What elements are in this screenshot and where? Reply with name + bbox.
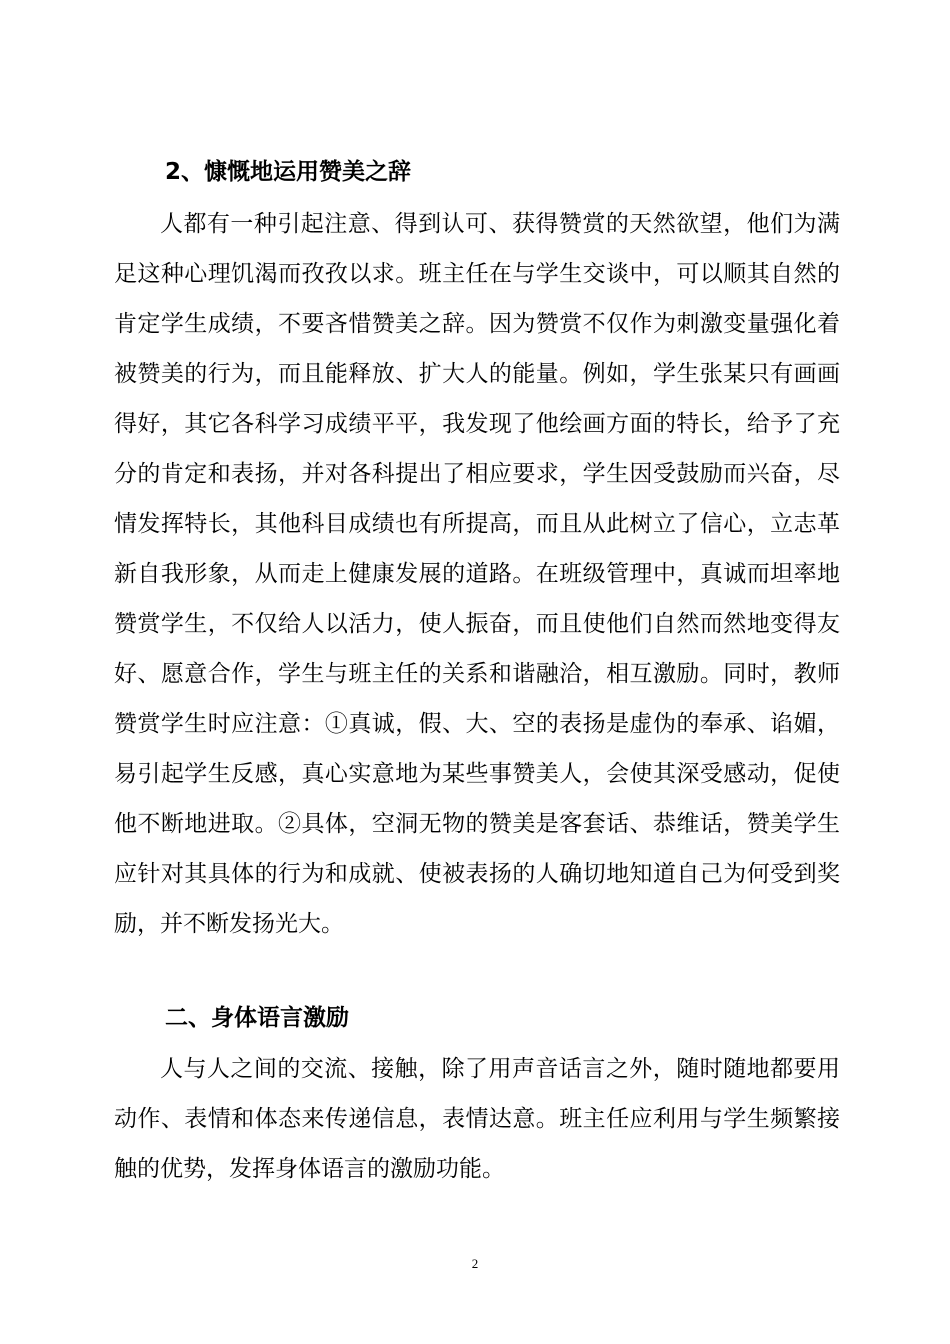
paragraph-text: 人都有一种引起注意、得到认可、获得赞赏的天然欲望，他们为满足这种心理饥渴而孜孜以求。班主任在与学生交谈中，可以顺其自然的肯定学生成绩，不要吝惜赞美之辞。因为赞赏不仅作为刺激变量强化着被赞美的行为，而且能释放、扩大人的能量。例如，学生张某只有画画得好，其它各科学习成绩平平，我发现了他绘画方面的特长，给予了充分的肯定和表扬，并对各科提出了相应要求，学生因受鼓励而兴奋，尽情发挥特长，其他科目成绩也有所提高，而且从此树立了信心，立志革新自我形象，从而走上健康发展的道路。在班级管理中，真诚而坦率地赞赏学生，不仅给人以活力，使人振奋，而且使他们自然而然地变得友好、愿意合作，学生与班主任的关系和谐融洽，相互激励。同时，教师赞赏学生时应注意：①真诚，假、大、空的表扬是虚伪的奉承、谄媚，易引起学生反感，真心实意地为某些事赞美人，会使其深受感动，促使他不断地进取。②具体，空洞无物的赞美是客套话、恭维话，赞美学生应针对其具体的行为和成就、使被表扬的人确切地知道自己为何受到奖励，并不断发扬光大。 — [114, 211, 840, 937]
paragraph-text: 人与人之间的交流、接触，除了用声音话言之外，随时随地都要用动作、表情和体态来传递信息，表情达意。班主任应利用与学生频繁接触的优势，发挥身体语言的激励功能。 — [114, 1056, 840, 1182]
section-heading-body-language: 二、身体语言激励 — [165, 1005, 349, 1031]
paragraph-body-language — [114, 1044, 840, 1194]
section-heading-praise: 2、慷慨地运用赞美之辞 — [165, 159, 412, 185]
page-number: 2 — [471, 1256, 479, 1271]
paragraph-praise — [114, 199, 840, 949]
